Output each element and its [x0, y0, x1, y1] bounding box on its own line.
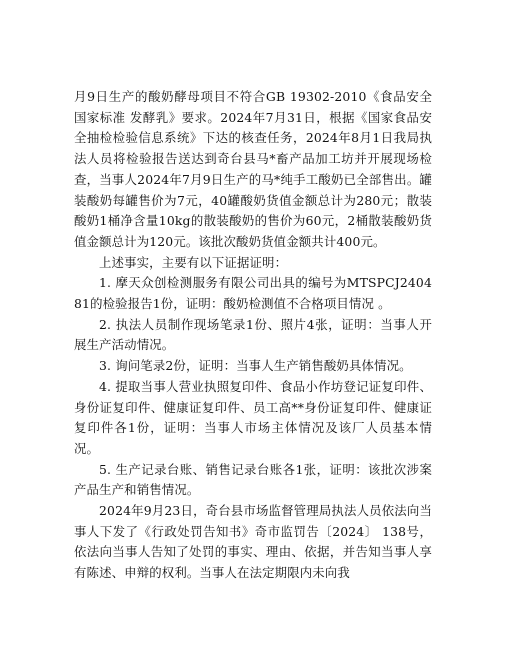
paragraph-evidence-4: 4. 提取当事人营业执照复印件、食品小作坊登记证复印件、身份证复印件、健康证复印件、员工高**身份证复印件、健康证复印件各1份，证明：当事人市场主体情况及该厂人员基本情况。	[74, 378, 432, 456]
document-body	[74, 87, 432, 584]
paragraph-evidence-2: 2. 执法人员制作现场笔录1份、照片4张，证明：当事人开展生产活动情况。	[74, 316, 432, 353]
paragraph-evidence-1: 1. 摩天众创检测服务有限公司出具的编号为MTSPCJ240481的检验报告1份，证明：酸奶检测值不合格项目情况 。	[74, 275, 432, 312]
paragraph-notice: 2024年9月23日，奇台县市场监督管理局执法人员依法向当事人下发了《行政处罚告知书》奇市监罚告〔2024〕 138号，依法向当事人告知了处罚的事实、理由、依据，并告知当事人享有陈述、申辩的权利。当事人在法定期限内未向我	[74, 503, 432, 581]
paragraph-evidence-intro: 上述事实，主要有以下证据证明：	[99, 254, 288, 270]
paragraph-evidence-3: 3. 询问笔录2份，证明：当事人生产销售酸奶具体情况。	[99, 358, 412, 374]
paragraph-facts: 月9日生产的酸奶酵母项目不符合GB 19302-2010《食品安全国家标准 发酵乳》要求。2024年7月31日，根据《国家食品安全抽检检验信息系统》下达的核查任务，2024年8月1日我局执法人员将检验报告送达到奇台县马*畜产品加工坊并开展现场检查，当事人2024年7月9日生产的马*纯手工酸奶已全部售出。罐装酸奶每罐售价为7元，40罐酸奶货值金额总计为280元；散装酸奶1桶净含量10kg的散装酸奶的售价为60元，2桶散装酸奶货值金额总计为120元。该批次酸奶货值金额共计400元。	[74, 89, 432, 249]
paragraph-evidence-5: 5. 生产记录台账、销售记录台账各1张，证明：该批次涉案产品生产和销售情况。	[74, 461, 432, 498]
